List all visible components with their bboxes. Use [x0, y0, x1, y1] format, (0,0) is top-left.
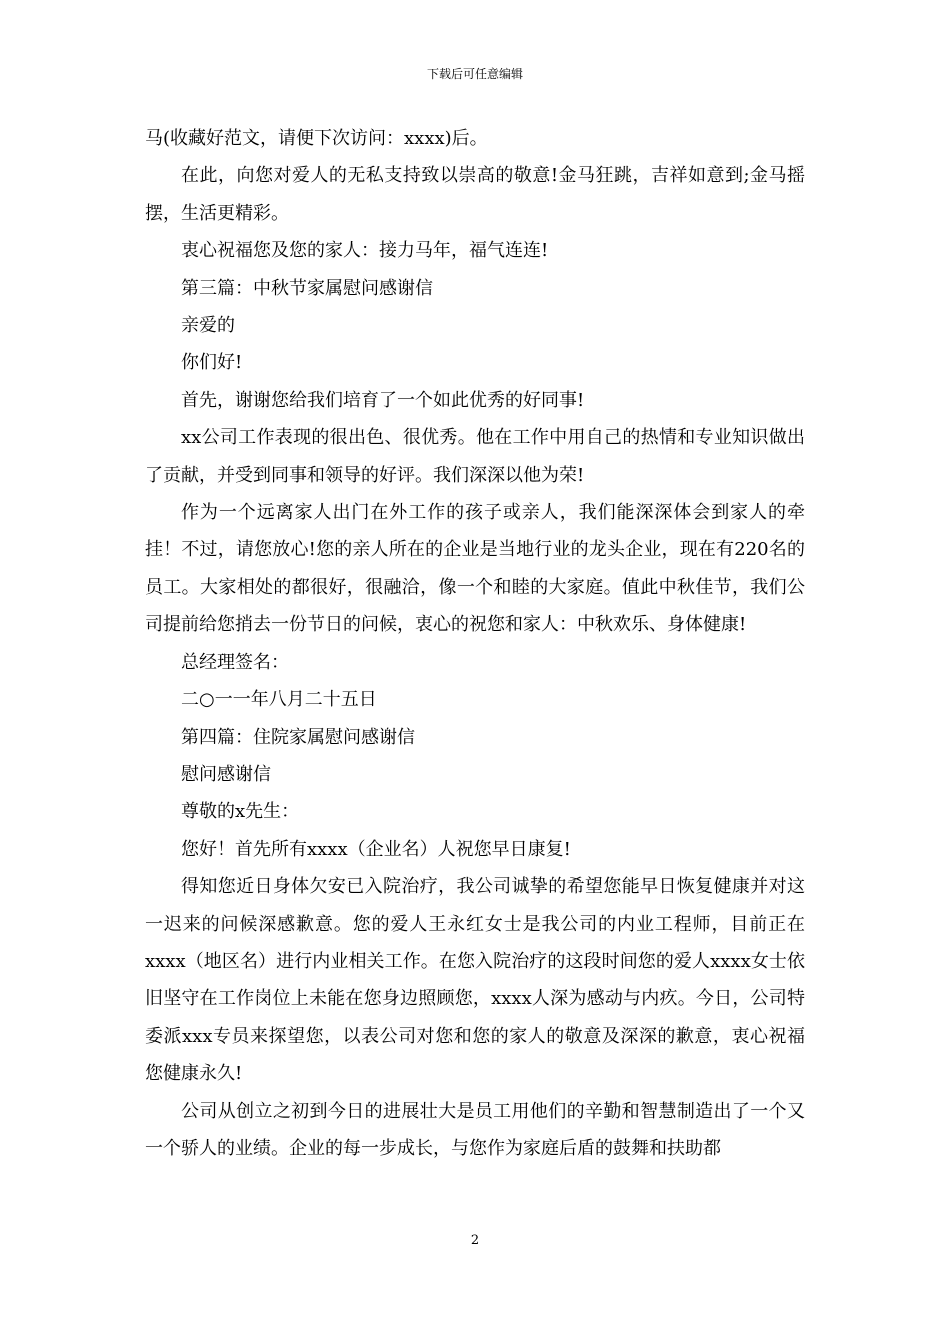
paragraph: 在此，向您对爱人的无私支持致以崇高的敬意!金马狂跳，吉祥如意到;金马摇摆，生活更精彩。	[145, 165, 805, 224]
paragraph: 马(收藏好范文，请便下次访问：xxxx)后。	[145, 128, 488, 149]
section-heading: 第三篇：中秋节家属慰问感谢信	[181, 277, 433, 299]
date-line: 二○一一年八月二十五日	[181, 689, 377, 711]
page-header: 下载后可任意编辑	[426, 67, 523, 81]
paragraph: 得知您近日身体欠安已入院治疗，我公司诚挚的希望您能早日恢复健康并对这一迟来的问候深感歉意。您的爱人王永红女士是我公司的内业工程师，目前正在xxxx（地区名）进行内业相关工作。在您入院治疗的这段时间您的爱人xxxx女士依旧坚守在工作岗位上未能在您身边照顾您，xxxx人深为感动与内疚。今日，公司特委派xxx专员来探望您，以表公司对您和您的家人的敬意及深深的歉意，衷心祝福您健康永久!	[145, 876, 805, 1085]
signature-line: 总经理签名：	[181, 651, 289, 673]
paragraph: 作为一个远离家人出门在外工作的孩子或亲人，我们能深深体会到家人的牵挂！不过，请您放心!您的亲人所在的企业是当地行业的龙头企业，现在有220名的员工。大家相处的都很好，很融洽，像一个和睦的大家庭。值此中秋佳节，我们公司提前给您捎去一份节日的问候，衷心的祝您和家人：中秋欢乐、身体健康!	[145, 502, 805, 636]
page-number: 2	[470, 1233, 480, 1248]
greeting: 您好！首先所有xxxx（企业名）人祝您早日康复!	[181, 838, 571, 860]
paragraph: 衷心祝福您及您的家人：接力马年，福气连连!	[181, 240, 549, 262]
paragraph: 首先，谢谢您给我们培育了一个如此优秀的好同事!	[181, 389, 585, 411]
letter-title: 慰问感谢信	[181, 763, 271, 785]
paragraph: 公司从创立之初到今日的进展壮大是员工用他们的辛勤和智慧制造出了一个又一个骄人的业绩。企业的每一步成长，与您作为家庭后盾的鼓舞和扶助都	[145, 1100, 805, 1159]
salutation: 亲爱的	[181, 315, 235, 337]
salutation: 尊敬的x先生：	[181, 801, 300, 823]
section-heading: 第四篇：住院家属慰问感谢信	[181, 726, 415, 748]
paragraph: xx公司工作表现的很出色、很优秀。他在工作中用自己的热情和专业知识做出了贡献，并受到同事和领导的好评。我们深深以他为荣!	[145, 427, 805, 486]
greeting: 你们好!	[181, 352, 243, 374]
document-body	[145, 120, 805, 1167]
